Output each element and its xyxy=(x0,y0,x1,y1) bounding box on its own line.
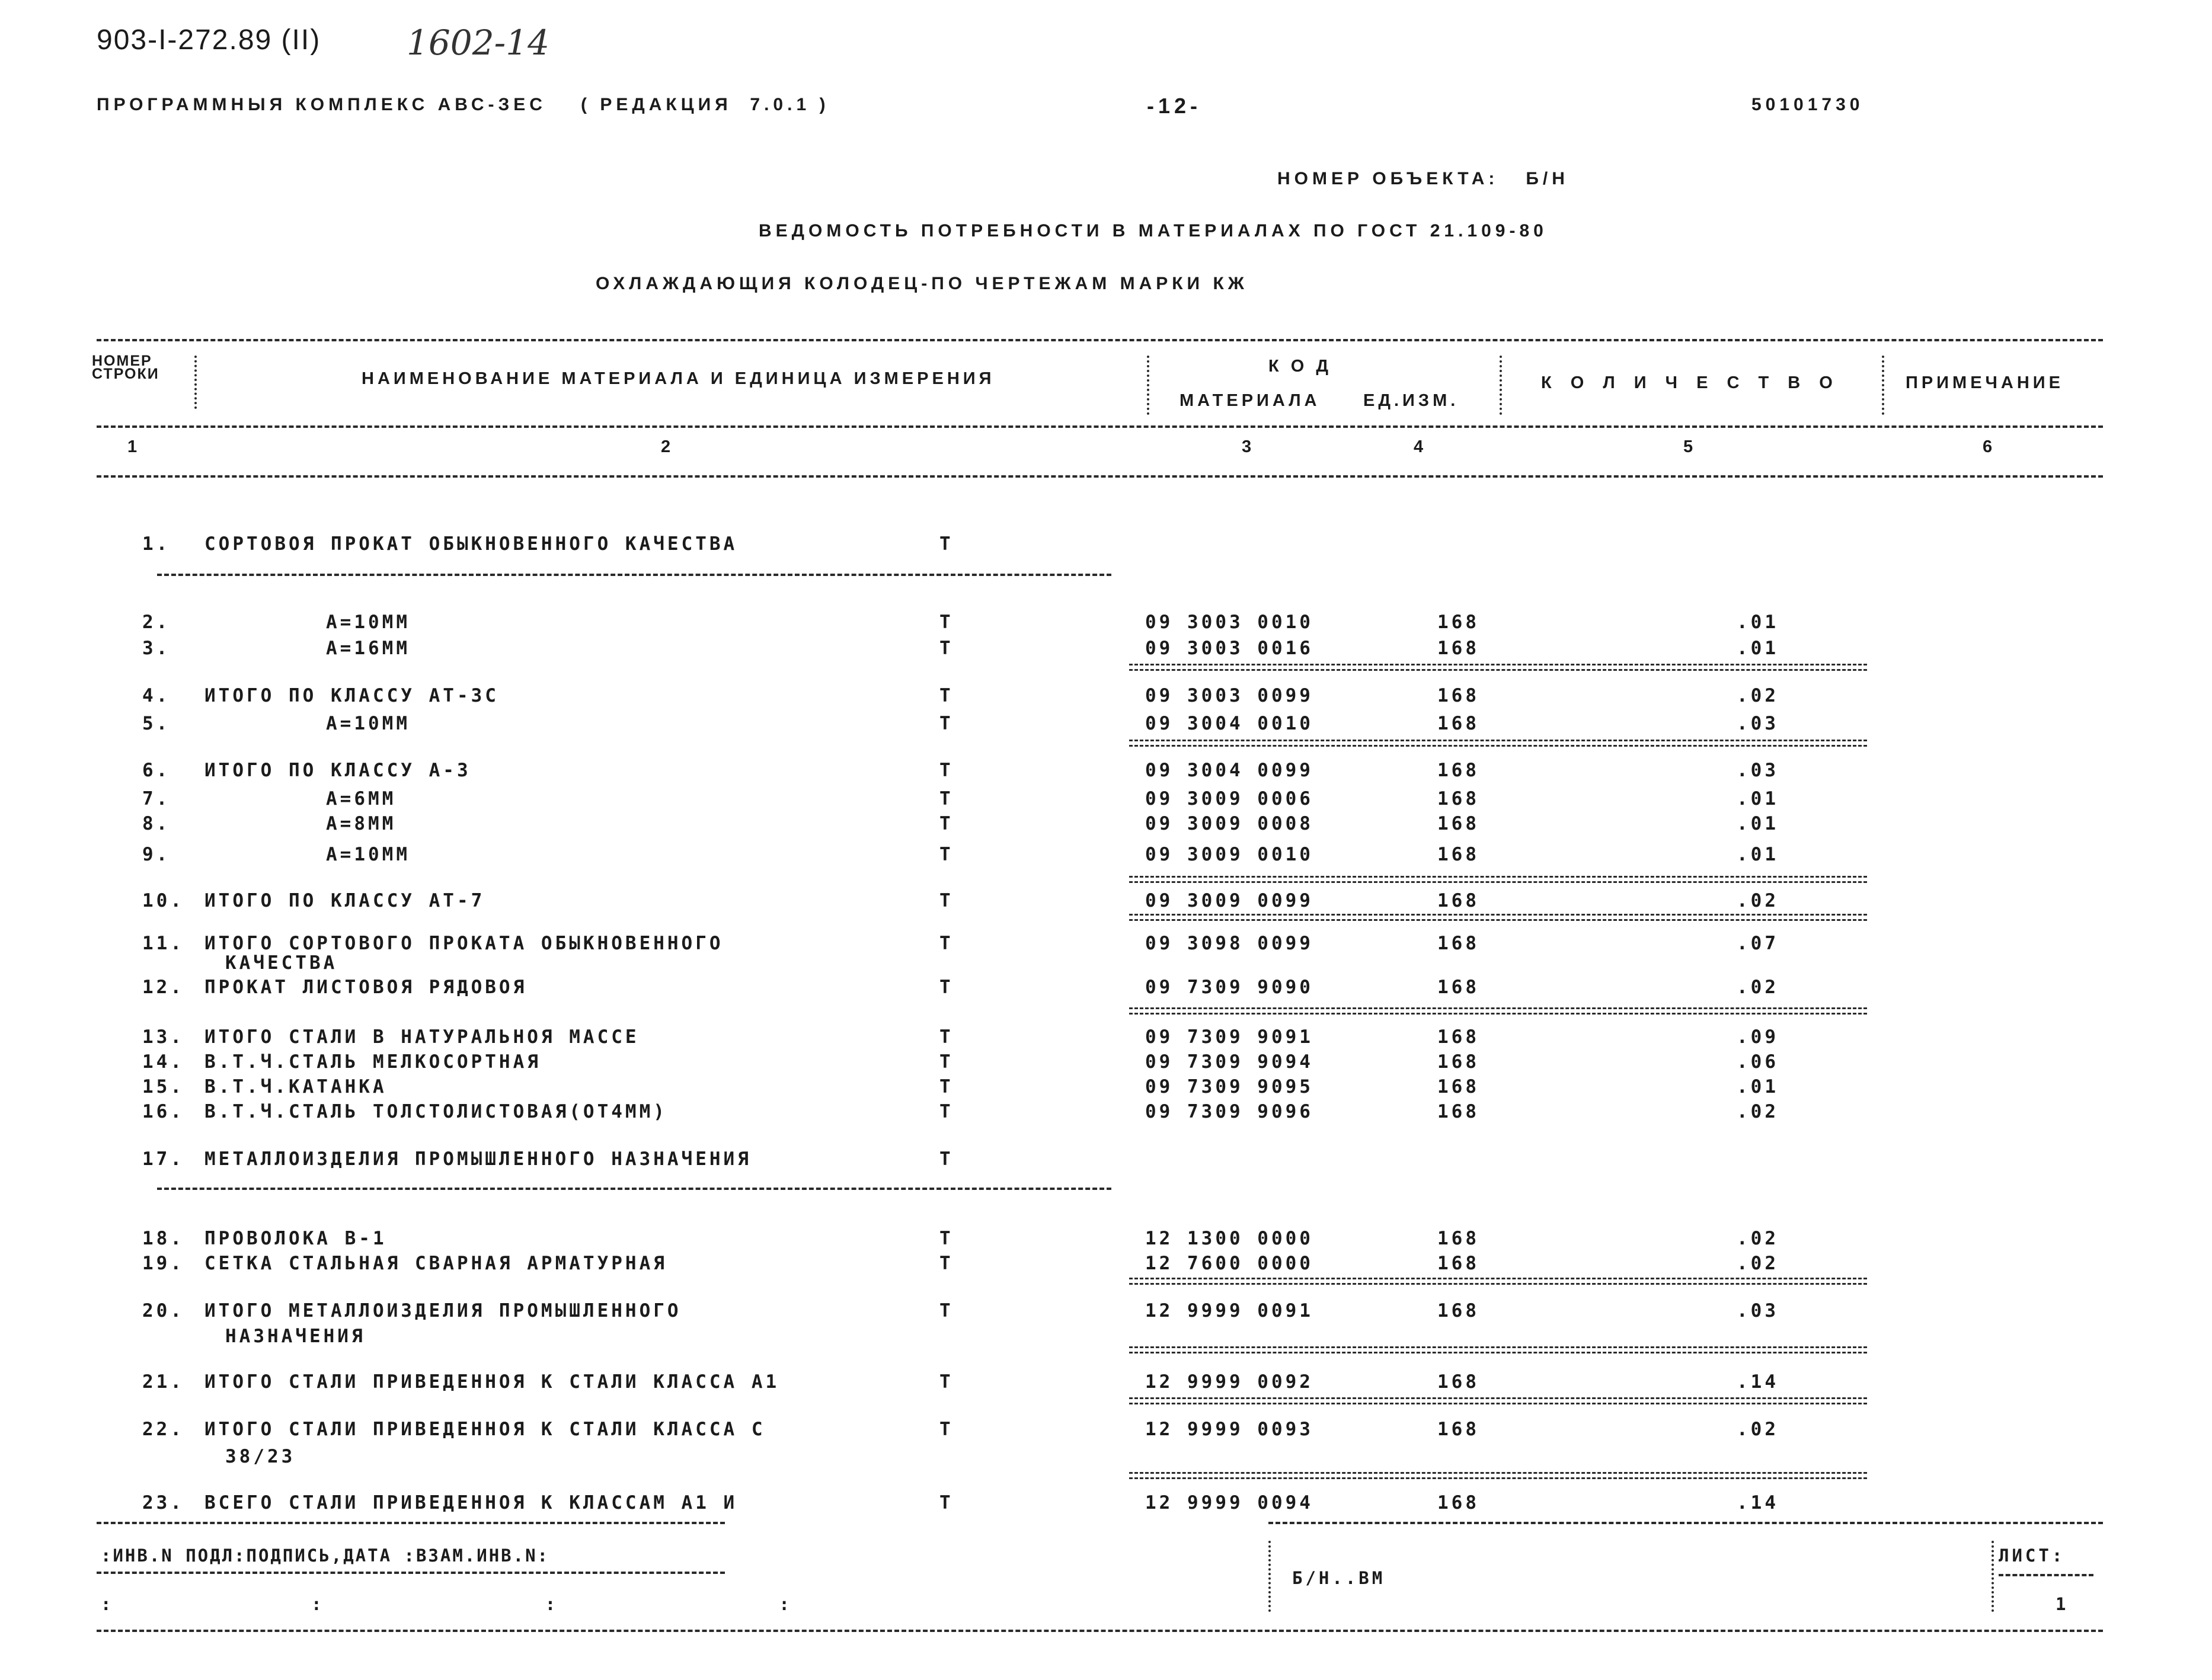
material-code: 09 3009 0099 xyxy=(1145,890,1313,911)
material-code: 09 3009 0010 xyxy=(1145,844,1313,865)
unit-code: 168 xyxy=(1437,1051,1479,1073)
table-row xyxy=(0,612,2212,635)
subtotal-rule xyxy=(1129,1007,1867,1015)
row-number: 6. xyxy=(142,760,171,781)
col-number: 4 xyxy=(1414,437,1427,456)
table-row xyxy=(0,1300,2212,1324)
footer-sep xyxy=(1268,1541,1271,1612)
edition: ( РЕДАКЦИЯ 7.0.1 ) xyxy=(581,95,830,114)
material-name: В.Т.Ч.КАТАНКА xyxy=(204,1076,387,1097)
material-name: СЕТКА СТАЛЬНАЯ СВАРНАЯ АРМАТУРНАЯ xyxy=(204,1253,667,1274)
unit: Т xyxy=(939,1228,954,1249)
unit: Т xyxy=(939,713,954,734)
material-name: ПРОКАТ ЛИСТОВОЯ РЯДОВОЯ xyxy=(204,977,528,998)
table-row xyxy=(0,1051,2212,1075)
page-title: ВЕДОМОСТЬ ПОТРЕБНОСТИ В МАТЕРИАЛАХ ПО ГОСТ 21.109-80 xyxy=(759,221,1548,241)
material-code: 09 7309 9090 xyxy=(1145,977,1313,998)
col-header-row-no: НОМЕР СТРОКИ xyxy=(92,353,159,382)
quantity: .09 xyxy=(1737,1026,1779,1048)
subtotal-rule xyxy=(1129,876,1867,883)
unit: Т xyxy=(939,1076,954,1097)
unit: Т xyxy=(939,1419,954,1440)
quantity: .01 xyxy=(1737,788,1779,809)
unit: Т xyxy=(939,788,954,809)
table-row xyxy=(0,1026,2212,1050)
material-code: 12 7600 0000 xyxy=(1145,1253,1313,1274)
material-code: 09 7309 9095 xyxy=(1145,1076,1313,1097)
material-name: А=6ММ xyxy=(326,788,397,809)
table-row xyxy=(0,1492,2212,1516)
table-row xyxy=(0,977,2212,1000)
material-name: А=8ММ xyxy=(326,813,397,834)
unit: Т xyxy=(939,813,954,834)
row-number: 5. xyxy=(142,713,171,734)
row-number: 4. xyxy=(142,685,171,706)
subtotal-rule xyxy=(1129,1278,1867,1285)
material-name: А=10ММ xyxy=(326,612,410,633)
material-code: 09 7309 9096 xyxy=(1145,1101,1313,1122)
unit-code: 168 xyxy=(1437,844,1479,865)
subtotal-rule xyxy=(1129,664,1867,671)
material-code: 12 9999 0093 xyxy=(1145,1419,1313,1440)
material-code: 09 3009 0008 xyxy=(1145,813,1313,834)
material-code: 12 9999 0091 xyxy=(1145,1300,1313,1321)
unit-code: 168 xyxy=(1437,1300,1479,1321)
material-code: 12 9999 0092 xyxy=(1145,1371,1313,1393)
unit: Т xyxy=(939,1253,954,1274)
col-sep xyxy=(1882,356,1884,415)
page-number: -12- xyxy=(1147,94,1202,118)
row-number: 9. xyxy=(142,844,171,865)
quantity: .02 xyxy=(1737,1419,1779,1440)
table-row xyxy=(0,844,2212,868)
unit-code: 168 xyxy=(1437,1026,1479,1048)
quantity: .02 xyxy=(1737,1253,1779,1274)
table-row xyxy=(0,533,2212,557)
unit-code: 168 xyxy=(1437,813,1479,834)
table-row xyxy=(0,890,2212,914)
stamp-cells: : : : : xyxy=(101,1594,803,1614)
unit-code: 168 xyxy=(1437,788,1479,809)
material-name: ВСЕГО СТАЛИ ПРИВЕДЕННОЯ К КЛАССАМ А1 И xyxy=(204,1492,738,1513)
material-name-cont: 38/23 xyxy=(225,1446,296,1467)
col-number: 5 xyxy=(1683,437,1697,456)
subtotal-rule xyxy=(1129,914,1867,921)
sheet-rule xyxy=(1999,1574,2093,1576)
unit: Т xyxy=(939,1051,954,1073)
unit-code: 168 xyxy=(1437,933,1479,954)
doc-id: 50101730 xyxy=(1751,95,1864,114)
quantity: .02 xyxy=(1737,890,1779,911)
quantity: .01 xyxy=(1737,1076,1779,1097)
unit-code: 168 xyxy=(1437,1419,1479,1440)
quantity: .01 xyxy=(1737,638,1779,659)
handwritten-note: 1602-14 xyxy=(407,23,550,63)
row-number: 12. xyxy=(142,977,184,998)
col-number: 3 xyxy=(1242,437,1255,456)
unit-code: 168 xyxy=(1437,1076,1479,1097)
row-number: 3. xyxy=(142,638,171,659)
material-name: ИТОГО МЕТАЛЛОИЗДЕЛИЯ ПРОМЫШЛЕННОГО xyxy=(204,1300,682,1321)
col-number: 2 xyxy=(661,437,675,456)
sheet-sep xyxy=(1992,1541,1994,1612)
material-name: В.Т.Ч.СТАЛЬ ТОЛСТОЛИСТОВАЯ(ОТ4ММ) xyxy=(204,1101,667,1122)
material-code: 09 7309 9091 xyxy=(1145,1026,1313,1048)
program-name: ПРОГРАММНЫЯ КОМПЛЕКС АВС-ЗЕС xyxy=(97,95,546,114)
unit-code: 168 xyxy=(1437,977,1479,998)
object-label: НОМЕР ОБЪЕКТА: Б/Н xyxy=(1277,169,1569,188)
header-rule xyxy=(97,425,2103,428)
col-number: 1 xyxy=(127,437,141,456)
table-row xyxy=(0,760,2212,783)
material-name: А=10ММ xyxy=(326,713,410,734)
unit: Т xyxy=(939,533,954,555)
col-header-code-material: МАТЕРИАЛА xyxy=(1179,391,1321,410)
stamp-labels: :ИНВ.N ПОДЛ:ПОДПИСЬ,ДАТА :ВЗАМ.ИНВ.N: xyxy=(101,1545,550,1566)
material-name: СОРТОВОЯ ПРОКАТ ОБЫКНОВЕННОГО КАЧЕСТВА xyxy=(204,533,738,555)
row-number: 13. xyxy=(142,1026,184,1048)
material-name: ИТОГО ПО КЛАССУ АТ-3С xyxy=(204,685,499,706)
stamp-top-rule-right xyxy=(1268,1522,2103,1524)
material-name-cont: КАЧЕСТВА xyxy=(225,952,338,974)
table-row xyxy=(0,1101,2212,1125)
unit: Т xyxy=(939,1148,954,1170)
row-number: 2. xyxy=(142,612,171,633)
table-row xyxy=(0,788,2212,812)
unit: Т xyxy=(939,1026,954,1048)
material-name: В.Т.Ч.СТАЛЬ МЕЛКОСОРТНАЯ xyxy=(204,1051,541,1073)
unit-code: 168 xyxy=(1437,1371,1479,1393)
unit-code: 168 xyxy=(1437,612,1479,633)
row-number: 15. xyxy=(142,1076,184,1097)
table-row xyxy=(0,1076,2212,1100)
col-sep xyxy=(194,356,197,409)
material-name: ИТОГО СТАЛИ ПРИВЕДЕННОЯ К СТАЛИ КЛАССА С xyxy=(204,1419,766,1440)
header-bottom-rule xyxy=(97,475,2103,478)
material-code: 12 1300 0000 xyxy=(1145,1228,1313,1249)
subtotal-rule xyxy=(1129,1346,1867,1353)
row-number: 23. xyxy=(142,1492,184,1513)
quantity: .14 xyxy=(1737,1492,1779,1513)
material-code: 09 3098 0099 xyxy=(1145,933,1313,954)
subtotal-rule xyxy=(1129,1397,1867,1404)
table-row xyxy=(0,685,2212,709)
col-number: 6 xyxy=(1983,437,1996,456)
row-number: 10. xyxy=(142,890,184,911)
quantity: .03 xyxy=(1737,713,1779,734)
col-header-code: К О Д xyxy=(1268,357,1332,376)
material-code: 09 3009 0006 xyxy=(1145,788,1313,809)
material-name: ПРОВОЛОКА В-1 xyxy=(204,1228,387,1249)
col-header-code-unit: ЕД.ИЗМ. xyxy=(1363,391,1459,410)
row-number: 1. xyxy=(142,533,171,555)
table-row xyxy=(0,1419,2212,1442)
section-rule xyxy=(157,574,1111,576)
table-row xyxy=(0,813,2212,837)
sheet-label: ЛИСТ: xyxy=(1999,1545,2066,1566)
row-number: 19. xyxy=(142,1253,184,1274)
footer-ref: Б/Н..ВМ xyxy=(1292,1568,1386,1588)
table-row xyxy=(0,638,2212,661)
row-number: 17. xyxy=(142,1148,184,1170)
doc-code: 903-I-272.89 (II) xyxy=(97,24,321,56)
col-header-quantity: К О Л И Ч Е С Т В О xyxy=(1541,373,1840,392)
material-name: МЕТАЛЛОИЗДЕЛИЯ ПРОМЫШЛЕННОГО НАЗНАЧЕНИЯ xyxy=(204,1148,752,1170)
unit: Т xyxy=(939,638,954,659)
row-number: 22. xyxy=(142,1419,184,1440)
table-row xyxy=(0,1228,2212,1252)
quantity: .03 xyxy=(1737,1300,1779,1321)
stamp-mid-rule xyxy=(97,1572,725,1574)
col-sep xyxy=(1500,356,1502,415)
row-number: 7. xyxy=(142,788,171,809)
table-top-rule xyxy=(97,339,2103,341)
row-number: 21. xyxy=(142,1371,184,1393)
unit-code: 168 xyxy=(1437,638,1479,659)
col-sep xyxy=(1147,356,1149,415)
unit-code: 168 xyxy=(1437,1253,1479,1274)
material-code: 09 3004 0099 xyxy=(1145,760,1313,781)
material-name: ИТОГО ПО КЛАССУ АТ-7 xyxy=(204,890,485,911)
material-code: 09 3003 0099 xyxy=(1145,685,1313,706)
unit: Т xyxy=(939,760,954,781)
material-code: 09 3003 0010 xyxy=(1145,612,1313,633)
unit: Т xyxy=(939,1371,954,1393)
material-code: 09 7309 9094 xyxy=(1145,1051,1313,1073)
quantity: .14 xyxy=(1737,1371,1779,1393)
material-name: ИТОГО ПО КЛАССУ А-3 xyxy=(204,760,471,781)
material-code: 12 9999 0094 xyxy=(1145,1492,1313,1513)
material-name: А=10ММ xyxy=(326,844,410,865)
quantity: .02 xyxy=(1737,1101,1779,1122)
quantity: .02 xyxy=(1737,977,1779,998)
quantity: .01 xyxy=(1737,813,1779,834)
table-row xyxy=(0,1253,2212,1276)
quantity: .03 xyxy=(1737,760,1779,781)
section-rule xyxy=(157,1188,1111,1190)
stamp-top-rule xyxy=(97,1522,725,1524)
table-row xyxy=(0,1371,2212,1395)
sheet-number: 1 xyxy=(2056,1594,2069,1614)
unit: Т xyxy=(939,1101,954,1122)
material-name: ИТОГО СТАЛИ В НАТУРАЛЬНОЯ МАССЕ xyxy=(204,1026,640,1048)
quantity: .01 xyxy=(1737,612,1779,633)
quantity: .07 xyxy=(1737,933,1779,954)
subtotal-rule xyxy=(1129,740,1867,747)
quantity: .02 xyxy=(1737,685,1779,706)
quantity: .02 xyxy=(1737,1228,1779,1249)
material-code: 09 3003 0016 xyxy=(1145,638,1313,659)
table-row xyxy=(0,1148,2212,1172)
material-name-cont: НАЗНАЧЕНИЯ xyxy=(225,1326,366,1347)
row-number: 8. xyxy=(142,813,171,834)
unit-code: 168 xyxy=(1437,760,1479,781)
unit-code: 168 xyxy=(1437,1101,1479,1122)
material-code: 09 3004 0010 xyxy=(1145,713,1313,734)
unit-code: 168 xyxy=(1437,890,1479,911)
unit-code: 168 xyxy=(1437,1492,1479,1513)
material-name: ИТОГО СТАЛИ ПРИВЕДЕННОЯ К СТАЛИ КЛАССА А1 xyxy=(204,1371,780,1393)
col-header-note: ПРИМЕЧАНИЕ xyxy=(1906,373,2064,392)
unit: Т xyxy=(939,1492,954,1513)
row-number: 14. xyxy=(142,1051,184,1073)
unit-code: 168 xyxy=(1437,1228,1479,1249)
material-name: ИТОГО СОРТОВОГО ПРОКАТА ОБЫКНОВЕННОГО xyxy=(204,933,724,954)
unit: Т xyxy=(939,1300,954,1321)
table-row xyxy=(0,713,2212,737)
row-number: 18. xyxy=(142,1228,184,1249)
unit: Т xyxy=(939,977,954,998)
page-subtitle: ОХЛАЖДАЮЩИЯ КОЛОДЕЦ-ПО ЧЕРТЕЖАМ МАРКИ КЖ xyxy=(596,274,1248,293)
col-header-name: НАИМЕНОВАНИЕ МАТЕРИАЛА И ЕДИНИЦА ИЗМЕРЕНИЯ xyxy=(362,369,995,388)
unit: Т xyxy=(939,612,954,633)
subtotal-rule xyxy=(1129,1472,1867,1479)
unit-code: 168 xyxy=(1437,685,1479,706)
quantity: .06 xyxy=(1737,1051,1779,1073)
row-number: 16. xyxy=(142,1101,184,1122)
unit-code: 168 xyxy=(1437,713,1479,734)
unit: Т xyxy=(939,890,954,911)
row-number: 20. xyxy=(142,1300,184,1321)
row-number: 11. xyxy=(142,933,184,954)
unit: Т xyxy=(939,933,954,954)
unit: Т xyxy=(939,685,954,706)
quantity: .01 xyxy=(1737,844,1779,865)
material-name: А=16ММ xyxy=(326,638,410,659)
unit: Т xyxy=(939,844,954,865)
page-bottom-rule xyxy=(97,1630,2103,1632)
